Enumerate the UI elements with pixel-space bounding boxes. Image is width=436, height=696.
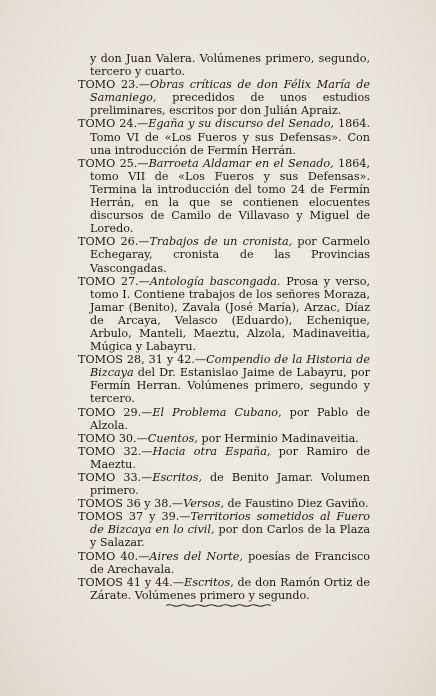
entry-title: Barroeta Aldamar en el Senado,: [148, 156, 334, 170]
catalog-entry-tomo-27: [78, 275, 370, 354]
entry-rest: y don Juan Valera. Volúmenes primero, segundo, tercero y cuarto.: [90, 52, 370, 79]
entry-volume: TOMOS 37 y 39.—: [78, 510, 191, 524]
catalog-entry-tomo-29: [78, 406, 370, 432]
catalog-entry-tomos-36-38: [78, 497, 370, 510]
entry-title: Hacia otra España,: [152, 444, 271, 458]
entry-volume: TOMO 27.—: [78, 274, 150, 288]
entry-rest: por Carmelo Echegaray, cronista de las Provincias Vascongadas.: [90, 235, 370, 275]
catalog-text: [78, 52, 370, 602]
entry-title: Trabajos de un cronista,: [149, 235, 293, 249]
entry-title: El Problema Cubano,: [152, 405, 282, 419]
entry-rest: por Ramiro de Maeztu.: [90, 444, 370, 471]
entry-rest: del Dr. Estanislao Jaime de Labayru, por Fermín Herran. Volúmenes primero, segundo y tercero.: [90, 366, 370, 406]
entry-volume: TOMO 32.—: [78, 444, 153, 458]
entry-title: Aires del Norte,: [149, 549, 243, 563]
entry-rest: de Benito Jamar. Volumen primero.: [90, 471, 370, 498]
entry-rest: por don Carlos de la Plaza y Salazar.: [90, 523, 370, 550]
entry-title: Territorios sometidos al Fuero de Bizcaya en lo civil,: [90, 510, 370, 537]
entry-volume: TOMO 26.—: [78, 235, 150, 249]
entry-title: Obras críticas de don Félix María de Samaniego,: [90, 78, 370, 105]
entry-volume: TOMO 23.—: [78, 78, 150, 92]
entry-title: Versos,: [183, 497, 224, 511]
entry-rest: 1864, tomo VII de «Los Fueros y sus Defensas». Termina la introducción del tomo 24 de Fermín Herrán, en la que se contienen elocuentes discursos de Camilo de Villavaso y Miguel de Loredo.: [90, 156, 371, 236]
catalog-entry-tomos-28-31-42: [78, 353, 370, 405]
wavy-divider-rule: [166, 604, 273, 607]
entry-rest: de Faustino Diez Gaviño.: [223, 497, 369, 511]
entry-rest: por Herminio Madinaveitia.: [197, 431, 359, 445]
entry-title: Antología bascongada.: [149, 274, 281, 288]
catalog-entry-tomo-24: [78, 117, 370, 156]
catalog-entry-tomos-41-44: [78, 576, 370, 602]
catalog-entry-tomo-23: [78, 78, 370, 117]
entry-volume: TOMOS 41 y 44.—: [78, 575, 185, 589]
entry-volume: TOMOS 36 y 38.—: [78, 497, 184, 511]
catalog-entry-tomo-30: [78, 432, 370, 445]
entry-title: Cuentos,: [147, 431, 198, 445]
entry-volume: TOMO 24.—: [78, 117, 149, 131]
entry-volume: TOMOS 28, 31 y 42.—: [78, 353, 207, 367]
entry-rest: de don Ramón Ortiz de Zárate. Volúmenes primero y segundo.: [90, 575, 370, 602]
entry-volume: TOMO 30.—: [78, 431, 148, 445]
entry-title: Egaña y su discurso del Senado,: [148, 117, 334, 131]
entry-volume: TOMO 33.—: [78, 471, 153, 484]
catalog-entry-tomo-32: [78, 445, 370, 471]
entry-rest: Prosa y verso, tomo I. Contiene trabajos de los señores Moraza, Jamar (Benito), Zavala (José María), Arzac, Díaz de Arcaya, Velasco (Eduardo), Echenique, Arbulo, Manteli, Maeztu, Alzola, Madinaveitia, Múgica y Labayru.: [90, 274, 370, 354]
entry-rest: poesías de Francisco de Arechavala.: [90, 549, 370, 576]
catalog-entry-tomos-37-39: [78, 510, 370, 549]
catalog-entry-tomo-33: [78, 471, 370, 497]
entry-title: Escritos,: [152, 471, 202, 484]
entry-rest: precedidos de unos estudios preliminares, escritos por don Julián Apraiz.: [90, 91, 370, 118]
entry-rest: por Pablo de Alzola.: [90, 405, 371, 432]
entry-rest: 1864. Tomo VI de «Los Fueros y sus Defensas». Con una introducción de Fermín Herrán.: [90, 117, 371, 157]
entry-volume: TOMO 40.—: [78, 549, 150, 563]
catalog-entry-tomo-40: [78, 550, 370, 576]
catalog-entry-continuation: [78, 52, 370, 78]
entry-volume: TOMO 25.—: [78, 156, 149, 170]
catalog-entry-tomo-25: [78, 157, 370, 236]
catalog-entry-tomo-26: [78, 235, 370, 274]
entry-title: Escritos,: [184, 575, 234, 589]
entry-title: Compendio de la Historia de Bizcaya: [90, 353, 371, 380]
entry-volume: TOMO 29.—: [78, 405, 153, 419]
